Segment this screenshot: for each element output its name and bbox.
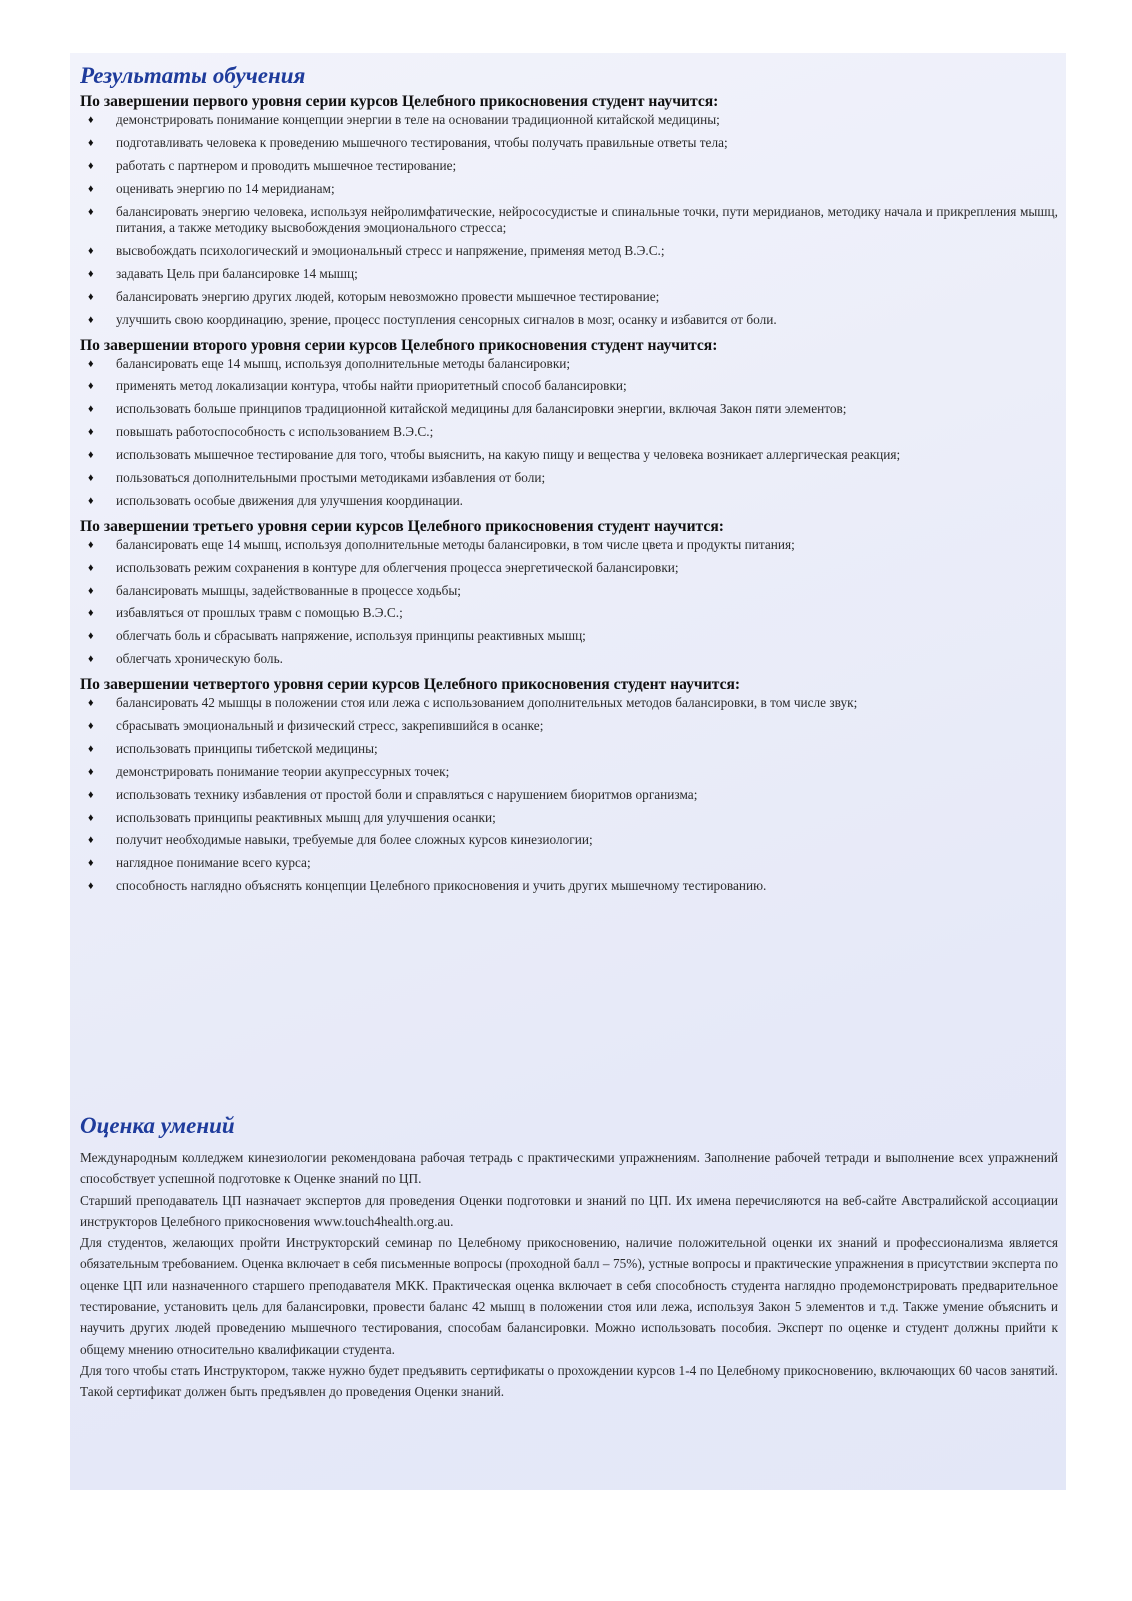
bullet-icon: ♦ [88,788,94,801]
list-item: ♦ использовать мышечное тестирование для того, чтобы выяснить, на какую пищу и вещества у человека возникает аллергическая реакция; [88,447,901,463]
bullet-icon: ♦ [88,313,94,326]
bullet-icon: ♦ [88,653,94,666]
list-item: ♦ использовать технику избавления от простой боли и справляться с нарушением биоритмов организма; [88,786,698,802]
bullet-icon: ♦ [88,114,94,126]
level-4-heading: По завершении четвертого уровня серии курсов Целебного прикосновения студент научится: [80,676,741,694]
document-page [70,53,1066,1490]
bullet-icon: ♦ [88,742,94,755]
learning-results-section [80,61,1058,901]
bullet-icon: ♦ [88,834,94,847]
list-item: ♦ наглядное понимание всего курса; [88,855,311,871]
bullet-icon: ♦ [88,719,94,732]
list-item: ♦ использовать режим сохранения в контуре для облегчения процесса энергетической балансировки; [88,559,679,575]
list-item: ♦ балансировать мышцы, задействованные в процессе ходьбы; [88,582,461,598]
list-item: ♦ сбрасывать эмоциональный и физический стресс, закрепившийся в осанке; [88,717,544,733]
assessment-paragraph: Для студентов, желающих пройти Инструкторский семинар по Целебному прикосновению, наличие положительной оценки их знаний и профессионализма является обязательным требованием. Оценка включает в себя письменные вопросы (проходной балл – 75%), устные вопросы и практические упражнения в присутствии эксперта по оценке ЦП или назначенного старшего преподавателя МКК. Практическая оценка включает в себя способность студента наглядно продемонстрировать предварительное тестирование, установить цель для балансировки, провести баланс 42 мышц в положении стоя или лежа, используя Закон 5 элементов и т.д. Также умение объяснить и научить других людей проведению мышечного тестирования, способам балансировки. Можно использовать пособия. Эксперт по оценке и студент должны прийти к общему мнению относительно квалификации студента. [80,1235,1058,1357]
list-item: ♦ балансировать энергию человека, используя нейролимфатические, нейрососудистые и спинальные точки, пути меридианов, методику начала и прикрепления мышц, питания, а также методику высвобождения эмоционального стресса; [88,203,1058,236]
bullet-icon: ♦ [88,159,94,172]
bullet-icon: ♦ [88,380,94,393]
bullet-icon: ♦ [88,630,94,643]
bullet-icon: ♦ [88,426,94,439]
list-item: ♦ оценивать энергию по 14 меридианам; [88,180,335,196]
list-item: ♦ улучшить свою координацию, зрение, процесс поступления сенсорных сигналов в мозг, осанку и избавится от боли. [88,311,777,327]
bullet-icon: ♦ [88,880,94,893]
bullet-icon: ♦ [88,205,94,218]
list-item: ♦ работать с партнером и проводить мышечное тестирование; [88,157,457,173]
level-3-list [80,537,1058,668]
list-item: ♦ балансировать еще 14 мышц, используя дополнительные методы балансировки, в том числе цвета и продукты питания; [88,536,795,552]
list-item: ♦ облегчать хроническую боль. [88,651,283,667]
level-4-list [80,695,1058,895]
assessment-paragraph: Для того чтобы стать Инструктором, также нужно будет предъявить сертификаты о прохождении курсов 1-4 по Целебному прикосновению, включающих 60 часов занятий. Такой сертификат должен быть предъявлен до проведения Оценки знаний. [80,1362,1058,1400]
learning-results-title: Результаты обучения [80,63,306,88]
assessment-paragraph: Международным колледжем кинезиологии рекомендована рабочая тетрадь с практическими упражнениям. Заполнение рабочей тетради и выполнение всех упражнений способствует успешной подготовке к Оценке знаний по ЦП. [80,1150,1058,1187]
level-1-heading: По завершении первого уровня серии курсов Целебного прикосновения студент научится: [80,93,719,110]
list-item: ♦ облегчать боль и сбрасывать напряжение, используя принципы реактивных мышц; [88,628,586,644]
list-item: ♦ использовать принципы реактивных мышц для улучшения осанки; [88,809,496,825]
list-item: ♦ балансировать 42 мышцы в положении стоя или лежа с использованием дополнительных методов балансировки, в том числе звук; [88,695,858,711]
list-item: ♦ высвобождать психологический и эмоциональный стресс и напряжение, применяя метод В.Э.С.; [88,242,665,258]
bullet-icon: ♦ [88,765,94,778]
list-item: ♦ способность наглядно объяснять концепции Целебного прикосновения и учить других мышечному тестированию. [88,878,767,894]
bullet-icon: ♦ [88,471,94,484]
bullet-icon: ♦ [88,561,94,574]
list-item: ♦ использовать особые движения для улучшения координации. [88,492,464,508]
list-item: ♦ применять метод локализации контура, чтобы найти приоритетный способ балансировки; [88,378,627,394]
skills-assessment-section [80,1111,1058,1403]
bullet-icon: ♦ [88,811,94,824]
list-item: ♦ использовать больше принципов традиционной китайской медицины для балансировки энергии, включая Закон пяти элементов; [88,401,847,417]
skills-assessment-title: Оценка умений [80,1113,235,1138]
list-item: ♦ демонстрировать понимание концепции энергии в теле на основании традиционной китайской медицины; [88,112,720,127]
level-3-heading: По завершении третьего уровня серии курсов Целебного прикосновения студент научится: [80,517,724,535]
bullet-icon: ♦ [88,697,94,710]
assessment-paragraph: Старший преподаватель ЦП назначает экспертов для проведения Оценки подготовки и знаний по ЦП. Их имена перечисляются на веб-сайте Австралийской ассоциации инструкторов Целебного прикосновения www.touch4health.org.au. [80,1192,1058,1229]
list-item: ♦ балансировать еще 14 мышц, используя дополнительные методы балансировки; [88,355,571,371]
list-item: ♦ повышать работоспособность с использованием В.Э.С.; [88,424,434,440]
level-2-heading: По завершении второго уровня серии курсов Целебного прикосновения студент научится: [80,336,718,354]
list-item: ♦ использовать принципы тибетской медицины; [88,740,378,756]
bullet-icon: ♦ [88,538,94,551]
bullet-icon: ♦ [88,267,94,280]
bullet-icon: ♦ [88,449,94,462]
bullet-icon: ♦ [88,857,94,870]
bullet-icon: ♦ [88,290,94,303]
list-item: ♦ задавать Цель при балансировке 14 мышц; [88,265,358,281]
bullet-icon: ♦ [88,607,94,620]
level-1-list [80,112,1058,328]
list-item: ♦ избавляться от прошлых травм с помощью В.Э.С.; [88,605,403,621]
bullet-icon: ♦ [88,182,94,195]
list-item: ♦ подготавливать человека к проведению мышечного тестирования, чтобы получать правильные ответы тела; [88,134,728,150]
bullet-icon: ♦ [88,584,94,597]
list-item: ♦ пользоваться дополнительными простыми методиками избавления от боли; [88,469,546,485]
bullet-icon: ♦ [88,403,94,416]
list-item: ♦ получит необходимые навыки, требуемые для более сложных курсов кинезиологии; [88,832,593,848]
level-2-list [80,356,1058,510]
list-item: ♦ балансировать энергию других людей, которым невозможно провести мышечное тестирование; [88,288,660,304]
bullet-icon: ♦ [88,494,94,507]
list-item: ♦ демонстрировать понимание теории акупрессурных точек; [88,763,450,779]
bullet-icon: ♦ [88,244,94,257]
bullet-icon: ♦ [88,136,94,149]
bullet-icon: ♦ [88,357,94,370]
